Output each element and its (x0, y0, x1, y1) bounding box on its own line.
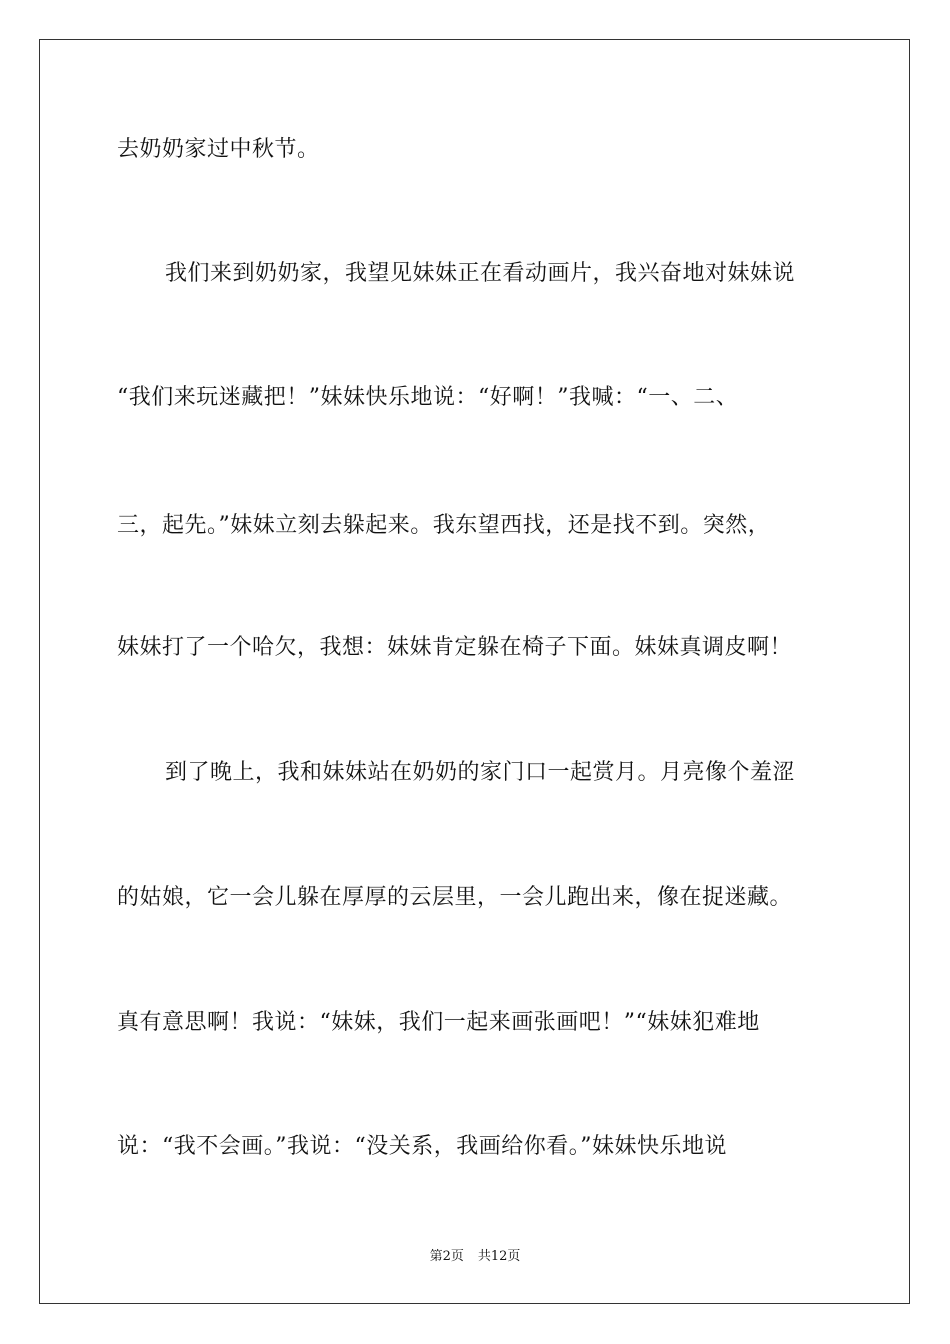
text-line-3: “我们来玩迷藏把！”妹妹快乐地说：“好啊！”我喊：“一、二、 (117, 385, 739, 410)
page-footer (0, 1248, 950, 1266)
text-line-6: 到了晚上，我和妹妹站在奶奶的家门口一起赏月。月亮像个羞涩 (165, 760, 796, 785)
text-line-8: 真有意思啊！我说：“妹妹，我们一起来画张画吧！”“妹妹犯难地 (117, 1010, 760, 1035)
text-line-9: 说：“我不会画。”我说：“没关系，我画给你看。”妹妹快乐地说 (117, 1134, 727, 1159)
text-line-7: 的姑娘，它一会儿躲在厚厚的云层里，一会儿跑出来，像在捉迷藏。 (117, 885, 793, 910)
text-line-1: 去奶奶家过中秋节。 (117, 137, 320, 162)
text-line-4: 三，起先。”妹妹立刻去躲起来。我东望西找，还是找不到。突然， (117, 513, 771, 538)
page-total: 共12页 (477, 1249, 521, 1264)
text-line-2: 我们来到奶奶家，我望见妹妹正在看动画片，我兴奋地对妹妹说 (165, 261, 796, 286)
page-border (39, 39, 910, 1304)
page-number: 第2页 (429, 1249, 464, 1264)
text-line-5: 妹妹打了一个哈欠，我想：妹妹肯定躲在椅子下面。妹妹真调皮啊！ (117, 635, 793, 660)
